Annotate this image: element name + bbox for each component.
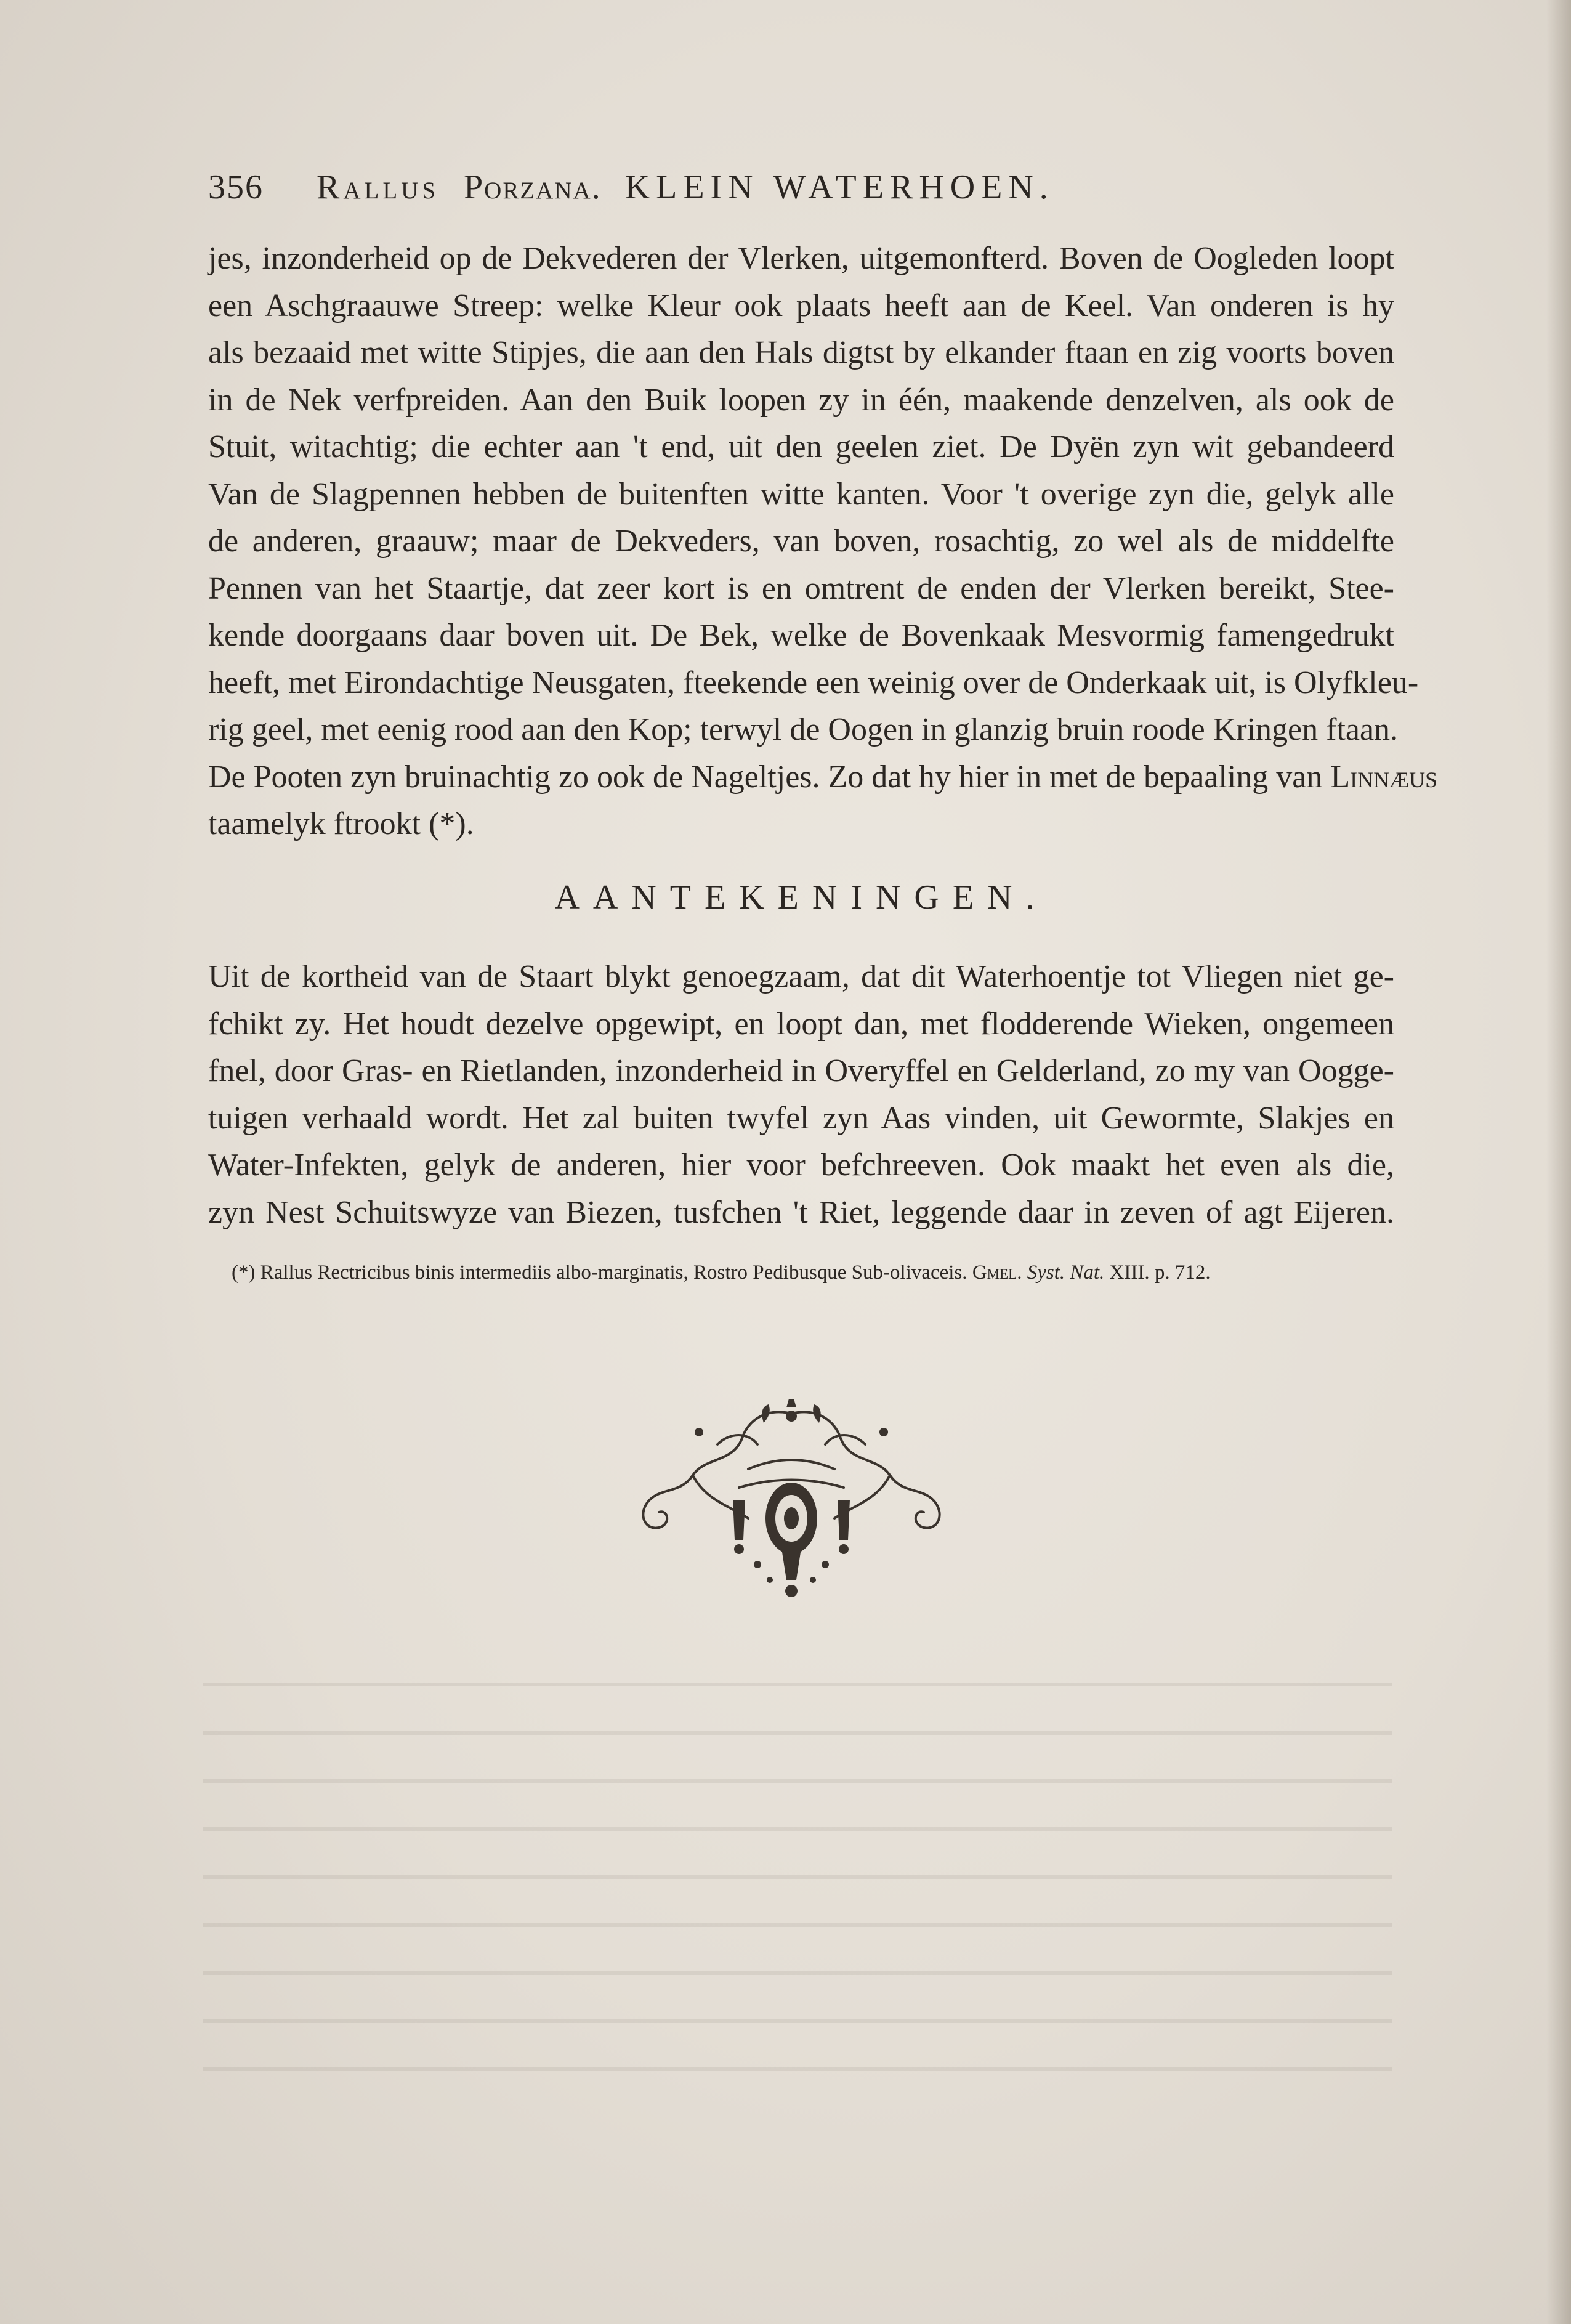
notes-text	[208, 953, 1394, 1236]
running-header	[208, 168, 1274, 223]
footnote	[232, 1261, 1211, 1284]
text-line: Van de Slagpennen hebben de buitenften witte kanten. Voor 't overige zyn die, gelyk alle	[208, 476, 1394, 512]
main-text	[208, 235, 1438, 848]
text-line: de anderen, graauw; maar de Dekveders, van boven, rosachtig, zo wel als de middelfte	[208, 524, 1394, 559]
page-title: KLEIN WATERHOEN.	[624, 168, 1054, 206]
species-name: Porzana.	[464, 168, 602, 206]
text-line: kende doorgaans daar boven uit. De Bek, welke de Bovenkaak Mesvormig famengedrukt	[208, 618, 1394, 653]
note-line: zyn Nest Schuitswyze van Biezen, tusfchen 't Riet, leggende daar in zeven of agt Eijeren.	[208, 1194, 1394, 1230]
text-line: heeft, met Eirondachtige Neusgaten, fteekende een weinig over de Onderkaak uit, is Olyfkleu-	[208, 665, 1419, 700]
text-line: Pennen van het Staartje, dat zeer kort is en omtrent de enden der Vlerken bereikt, Stee-	[208, 570, 1394, 606]
section-heading: AANTEKENINGEN.	[554, 878, 1048, 917]
text-line: Stuit, witachtig; die echter aan 't end, uit den geelen ziet. De Dyën zyn wit gebandeerd	[208, 429, 1394, 464]
text-line: een Aschgraauwe Streep: welke Kleur ook plaats heeft aan de Keel. Van onderen is hy	[208, 288, 1394, 323]
decorative-vignette-icon	[625, 1395, 958, 1623]
text-line: jes, inzonderheid op de Dekvederen der Vlerken, uitgemonfterd. Boven de Oogleden loopt	[208, 241, 1394, 276]
note-line: fnel, door Gras- en Rietlanden, inzonderheid in Overyffel en Gelderland, zo my van Oogge-	[208, 1053, 1394, 1088]
genus-name: Rallus	[317, 168, 440, 206]
footnote-ref: Syst. Nat.	[1027, 1261, 1105, 1284]
footnote-text: (*) Rallus Rectricibus binis intermediis albo-marginatis, Rostro Pedibusque Sub-olivaceis.	[232, 1261, 967, 1284]
note-line: tuigen verhaald wordt. Het zal buiten twyfel zyn Aas vinden, uit Gewormte, Slakjes en	[208, 1100, 1394, 1136]
page-number: 356	[208, 168, 264, 206]
text-line-with-name	[208, 754, 1438, 801]
text-line: in de Nek verfpreiden. Aan den Buik loopen zy in één, maakende denzelven, als ook de	[208, 382, 1394, 418]
text-line-segment: De Pooten zyn bruinachtig zo ook de Nageltjes. Zo dat hy hier in met de bepaaling van	[208, 759, 1323, 795]
text-line: als bezaaid met witte Stipjes, die aan den Hals digtst by elkander ftaan en zig voorts boven	[208, 335, 1394, 370]
note-line: Water-Infekten, gelyk de anderen, hier voor befchreeven. Ook maakt het even als die,	[208, 1148, 1394, 1183]
show-through-text	[203, 1651, 1392, 2082]
linnaeus-name: Linnæus	[1330, 759, 1438, 795]
text-line: taamelyk ftrookt (*).	[208, 806, 474, 841]
footnote-author: Gmel.	[972, 1261, 1022, 1284]
text-line: rig geel, met eenig rood aan den Kop; terwyl de Oogen in glanzig bruin roode Kringen ftaan.	[208, 712, 1399, 747]
footnote-tail: XIII. p. 712.	[1109, 1261, 1211, 1284]
note-line: Uit de kortheid van de Staart blykt genoegzaam, dat dit Waterhoentje tot Vliegen niet ge-	[208, 959, 1394, 994]
note-line: fchikt zy. Het houdt dezelve opgewipt, en loopt dan, met flodderende Wieken, ongemeen	[208, 1006, 1394, 1042]
